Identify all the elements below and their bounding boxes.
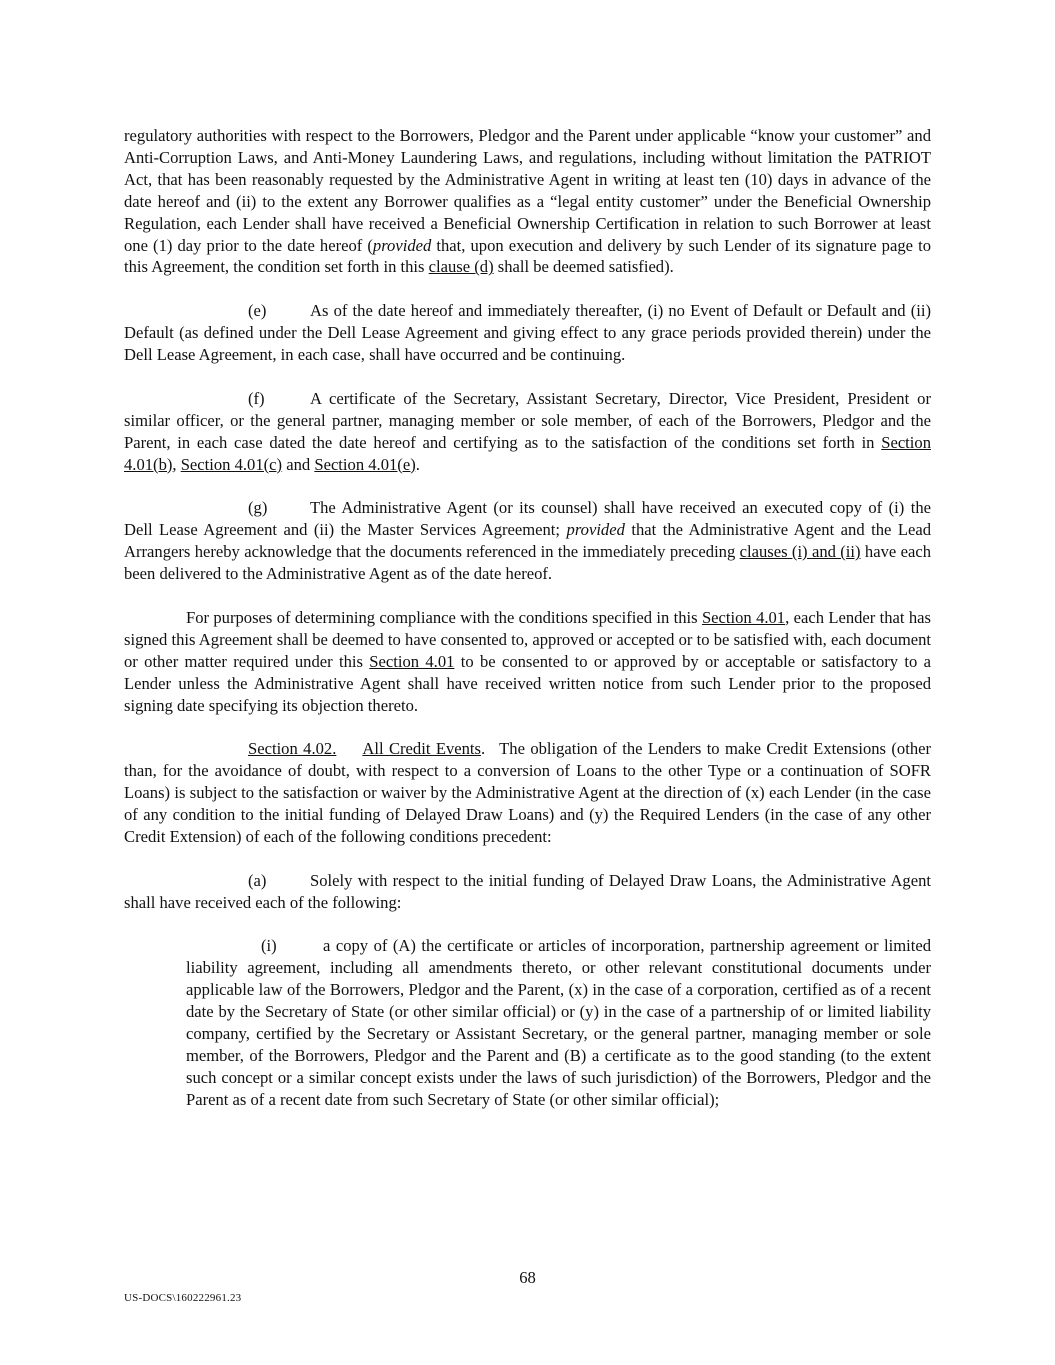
document-id: US-DOCS\160222961.23 [124, 1292, 242, 1304]
paragraph-text: The Administrative Agent (or its counsel) shall have received an executed copy of (i) the Dell Lease Agreement and (ii) the Master Services Agreement; [124, 498, 931, 540]
paragraph-text: regulatory authorities with respect to the Borrowers, Pledgor and the Parent under applicable “know your customer” and Anti-Corruption Laws, and Anti-Money Laundering Laws, and regulations, including without limitation the PATRIOT Act, that has been reasonably requested by the Administrative Agent in writing at least ten (10) days in advance of the date hereof and (ii) to the extent any Borrower qualifies as a “legal entity customer” under the Beneficial Ownership Regulation, each Lender shall have received a Beneficial Ownership Certification in relation to such Borrower at least one (1) day prior to the date hereof ( [124, 126, 931, 255]
paragraph-purposes [124, 607, 931, 717]
cross-reference-clauses-i-ii[interactable]: clauses (i) and (ii) [739, 542, 861, 562]
paragraph-e [124, 300, 931, 366]
clause-label: (i) [261, 936, 277, 956]
separator: . [415, 454, 420, 474]
clause-label: (g) [248, 498, 268, 518]
clause-label: (e) [248, 301, 267, 321]
cross-reference-section-4-01-e[interactable]: Section 4.01(e) [314, 454, 416, 474]
clause-label: (f) [248, 388, 265, 408]
document-body [124, 125, 931, 1111]
paragraph-text: have each been delivered to the Administrative Agent as of the date hereof. [124, 542, 932, 584]
paragraph-text: that the Administrative Agent and the Lead Arrangers hereby acknowledge that the documents referenced in the immediately preceding [124, 520, 932, 562]
paragraph-text: The obligation of the Lenders to make Credit Extensions (other than, for the avoidance of doubt, with respect to a conversion of Loans to the other Type or a continuation of SOFR Loans) is subject to the satisfaction or waiver by the Administrative Agent at the direction of (x) each Lender (in the case of any condition to the initial funding of Delayed Draw Loans) and (y) the Required Lenders (in the case of any other Credit Extension) of each of the following conditions precedent: [124, 739, 932, 846]
section-number: Section 4.02. [248, 739, 337, 759]
paragraph-text: to be consented to or approved by or acceptable or satisfactory to a Lender unless the Administrative Agent shall have received written notice from such Lender prior to the proposed signing date specifying its objection thereto. [124, 651, 931, 715]
cross-reference-section-4-01[interactable]: Section 4.01 [701, 607, 786, 627]
paragraph-a [124, 870, 931, 914]
paragraph-f [124, 388, 931, 476]
paragraph-text: a copy of (A) the certificate or articles of incorporation, partnership agreement or limited liability agreement, including all amendments thereto, or other relevant constitutional documents under applicable law of the Borrowers, Pledgor and the Parent, (x) in the case of a corporation, certified as of a recent date by the Secretary of State (or other similar official) or (y) in the case of a partnership of or limited liability company, certified by the Secretary or Assistant Secretary, or the general partner, managing member or sole member, of the Borrowers, Pledgor and the Parent and (B) a certificate as to the good standing (to the extent such concept or a similar concept exists under the laws of such jurisdiction) of the Borrowers, Pledgor and the Parent as of a recent date from such Secretary of State (or other similar official); [186, 936, 931, 1109]
cross-reference-section-4-01-b[interactable]: Section 4.01(b) [124, 432, 931, 474]
clause-label: (a) [248, 870, 267, 890]
page-number: 68 [519, 1268, 536, 1287]
section-4-02 [124, 738, 931, 848]
paragraph-text: A certificate of the Secretary, Assistant Secretary, Director, Vice President, President or similar officer, or the general partner, managing member or sole member, of each of the Borrowers, Pledgor and the Parent, in each case dated the date hereof and certifying as to the satisfaction of the conditions set forth in [124, 388, 931, 452]
italic-provided: provided [566, 520, 625, 540]
paragraph-text: For purposes of determining compliance with the conditions specified in this [186, 607, 702, 627]
paragraph-g [124, 497, 931, 585]
separator: . [480, 739, 486, 759]
paragraph-text: that, upon execution and delivery by such Lender of its signature page to this Agreement, the condition set forth in this [124, 235, 931, 277]
paragraph-text: , each Lender that has signed this Agreement shall be deemed to have consented to, approved or accepted or to be satisfied with, each document or other matter required under this [124, 607, 931, 671]
paragraph-text: Solely with respect to the initial funding of Delayed Draw Loans, the Administrative Agent shall have received each of the following: [124, 870, 931, 912]
separator: , [172, 454, 181, 474]
cross-reference-section-4-01[interactable]: Section 4.01 [369, 651, 455, 671]
separator: and [282, 454, 315, 474]
paragraph-text: shall be deemed satisfied). [493, 257, 674, 277]
section-heading: All Credit Events [362, 739, 481, 759]
cross-reference-clause-d[interactable]: clause (d) [428, 257, 494, 277]
paragraph-d-continuation [124, 125, 931, 278]
italic-provided: provided [372, 235, 432, 255]
cross-reference-section-4-01-c[interactable]: Section 4.01(c) [180, 454, 283, 474]
paragraph-text: As of the date hereof and immediately thereafter, (i) no Event of Default or Default and (ii) Default (as defined under the Dell Lease Agreement and giving effect to any grace periods provided therein) under the Dell Lease Agreement, in each case, shall have occurred and be continuing. [124, 301, 931, 365]
paragraph-i [186, 935, 931, 1110]
